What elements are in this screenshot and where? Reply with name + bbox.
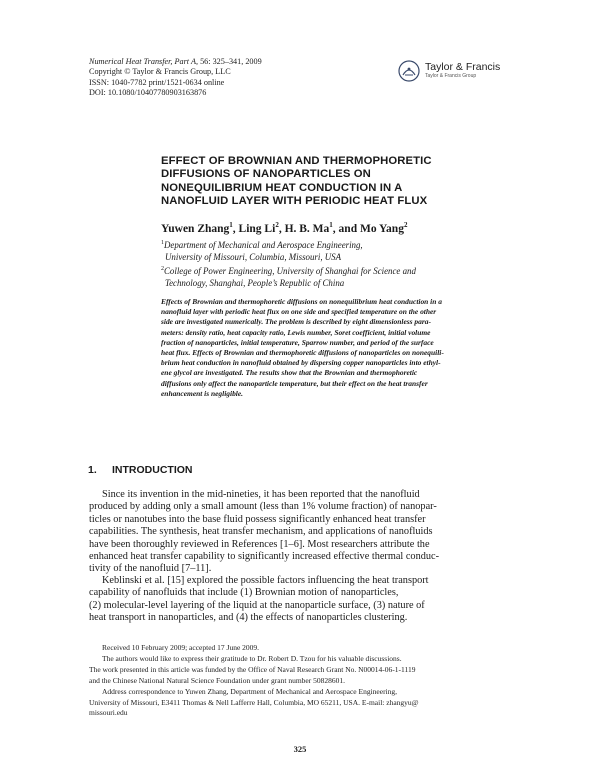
abstract-line: meters: density ratio, heat capacity ratio, Lewis number, Soret coefficient, initial volume: [161, 327, 431, 337]
author-name: Yuwen Zhang: [161, 222, 230, 235]
body-line: enhanced heat transfer capability to significantly increased effective thermal conduc-: [89, 551, 440, 563]
issn-line: ISSN: 1040-7782 print/1521-0634 online: [89, 77, 225, 87]
abstract-line: side are investigated numerically. The problem is described by eight dimensionless para-: [161, 317, 431, 327]
page-number: 325: [293, 744, 307, 754]
author-affiliation-mark: 1: [229, 221, 233, 229]
body-line: produced by adding only a small amount (less than 1% volume fraction) of nanopar-: [89, 501, 437, 513]
affiliation-number: 1: [161, 240, 164, 246]
title-line: NONEQUILIBRIUM HEAT CONDUCTION IN A: [161, 181, 403, 194]
affiliation-line: [161, 263, 416, 277]
affiliations: [161, 237, 416, 289]
body-line: heat transport in nanoparticles, and (4) the effects of nanoparticles clustering.: [89, 612, 408, 624]
section-number: 1.: [88, 464, 97, 476]
abstract-line: fraction of nanoparticles, initial temperature, Sparrow number, and period of the surface: [161, 337, 434, 347]
body-line: ticles or nanotubes into the base fluid possess significantly enhanced heat transfer: [89, 513, 426, 525]
publisher-logo: [398, 60, 518, 84]
abstract: [161, 297, 482, 399]
volume-pages: 56: 325–341, 2009: [200, 57, 262, 66]
abstract-line: nanofluid layer with periodic heat flux on one side and specified temperature on the other: [161, 307, 437, 317]
body-line: Keblinski et al. [15] explored the possible factors influencing the heat transport: [102, 575, 429, 586]
copyright-line: Copyright © Taylor & Francis Group, LLC: [89, 67, 231, 77]
footnote-line: University of Missouri, E3411 Thomas & Nell Lafferre Hall, Columbia, MO 65211, USA. E-mail: zhangyu@: [89, 697, 419, 707]
affiliation-number: 2: [161, 265, 164, 272]
affiliation-text: College of Power Engineering, University of Shanghai for Science and: [164, 265, 416, 276]
title-line: NANOFLUID LAYER WITH PERIODIC HEAT FLUX: [161, 195, 428, 208]
section-heading: [88, 464, 193, 476]
author-affiliation-mark: 1: [329, 221, 333, 229]
title-line: DIFFUSIONS OF NANOPARTICLES ON: [161, 168, 371, 181]
abstract-line: heat flux. Effects of Brownian and thermophoretic diffusions of nanoparticles on nonequili-: [161, 348, 444, 358]
publisher-subtitle: Taylor & Francis Group: [425, 73, 477, 79]
abstract-line: Effects of Brownian and thermophoretic diffusions on nonequilibrium heat conduction in a: [161, 297, 442, 306]
author-name: Mo Yang: [359, 222, 404, 235]
footnote-line: Address correspondence to Yuwen Zhang, Department of Mechanical and Aerospace Engineering,: [102, 686, 398, 696]
abstract-line: enhancement is negligible.: [161, 388, 244, 398]
journal-citation: [89, 57, 262, 67]
affiliation-line: University of Missouri, Columbia, Missouri, USA: [165, 251, 342, 262]
footnote-line: and the Chinese National Natural Science Foundation under grant number 50828601.: [89, 675, 345, 685]
body-line: have been thoroughly reviewed in References [1–6]. Most researchers attribute the: [89, 538, 430, 550]
affiliation-text: Department of Mechanical and Aerospace Engineering,: [164, 239, 363, 250]
body-paragraph: [89, 489, 512, 576]
abstract-line: brium heat conduction in nanofluid obtained by dispersing copper nanoparticles into ethyl-: [161, 358, 441, 368]
section-title: INTRODUCTION: [112, 464, 193, 476]
taylor-francis-logo-icon: [398, 60, 420, 82]
journal-name: Numerical Heat Transfer, Part A,: [89, 57, 199, 66]
footnote-line: missouri.edu: [89, 708, 128, 718]
title-line: EFFECT OF BROWNIAN AND THERMOPHORETIC: [161, 155, 432, 167]
author-separator: , and: [332, 222, 360, 235]
paper-title: [161, 155, 481, 209]
footnote-line: The authors would like to express their gratitude to Dr. Robert D. Tzou for his valuable discussions.: [102, 653, 402, 663]
author-affiliation-mark: 2: [275, 221, 279, 229]
abstract-line: ene glycol are investigated. The results show that the Brownian and thermophoretic: [161, 368, 418, 378]
author-affiliation-mark: 2: [403, 221, 408, 229]
author-name: H. B. Ma: [284, 222, 330, 235]
author-separator: ,: [278, 222, 285, 235]
affiliation-line: Technology, Shanghai, People’s Republic of China: [165, 277, 345, 288]
affiliation-line: [161, 237, 416, 251]
body-line: capabilities. The synthesis, heat transfer mechanism, and applications of nanofluids: [89, 526, 433, 538]
footnotes: [89, 643, 512, 719]
footnote-line: Received 10 February 2009; accepted 17 June 2009.: [102, 643, 260, 652]
journal-header: [89, 57, 262, 98]
body-paragraph: [89, 575, 512, 625]
author-list: [161, 221, 407, 235]
doi-line: DOI: 10.1080/10407780903163876: [89, 87, 207, 97]
abstract-line: diffusions only affect the nanoparticle temperature, but their effect on the heat transfer: [161, 378, 428, 388]
footnote-line: The work presented in this article was funded by the Office of Naval Research Grant No. N00014-06-1-1119: [89, 664, 416, 674]
author-name: Ling Li: [238, 222, 276, 235]
body-line: capability of nanofluids that include (1) Brownian motion of nanoparticles,: [89, 587, 399, 599]
body-line: Since its invention in the mid-nineties, it has been reported that the nanofluid: [102, 489, 420, 500]
publisher-name: Taylor & Francis: [425, 61, 501, 73]
body-line: (2) molecular-level layering of the liquid at the nanoparticle surface, (3) nature of: [89, 599, 425, 611]
author-separator: ,: [232, 222, 239, 235]
body-line: tivity of the nanofluid [7–11].: [89, 563, 212, 575]
